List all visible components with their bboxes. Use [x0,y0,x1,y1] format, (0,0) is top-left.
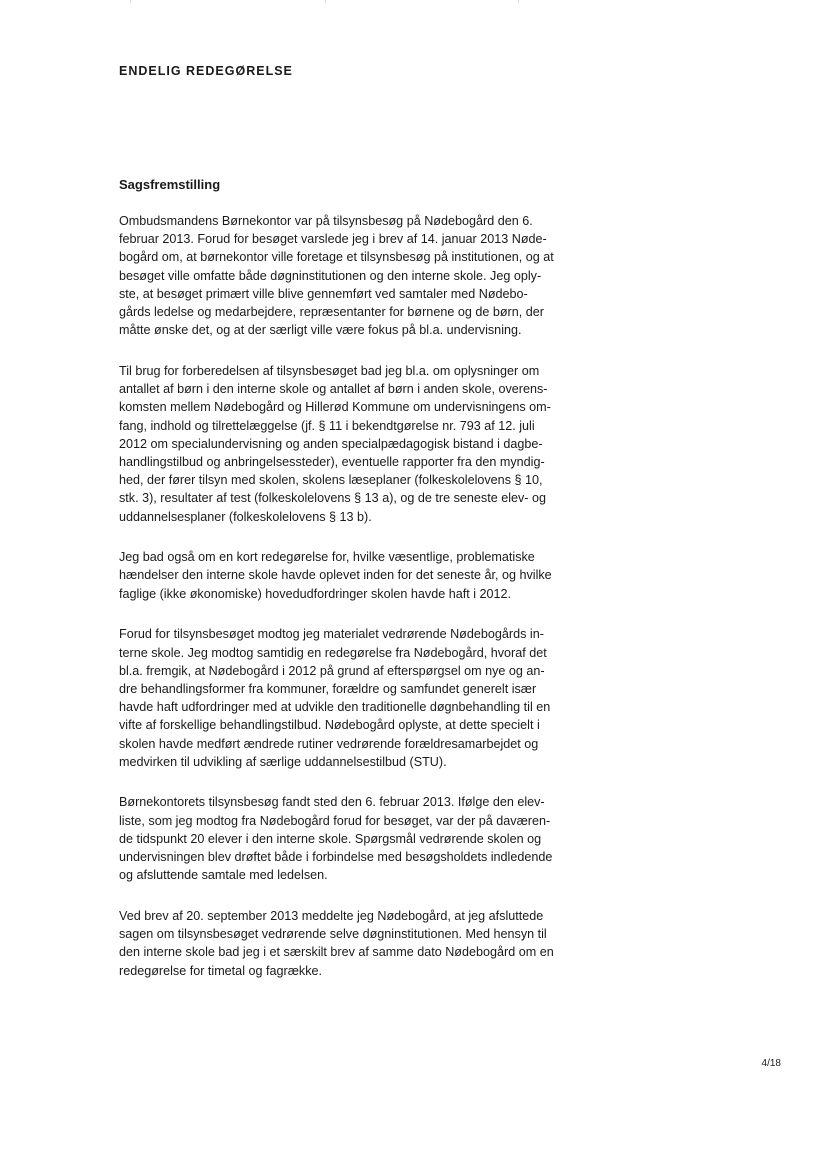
paragraph-line: redegørelse for timetal og fagrække. [119,963,322,978]
paragraph-line: Til brug for forberedelsen af tilsynsbesøget bad jeg bl.a. om oplysninger om [119,363,540,378]
paragraph-line: antallet af børn i den interne skole og antallet af børn i anden skole, overens- [119,382,548,397]
paragraph-line: den interne skole bad jeg i et særskilt brev af samme dato Nødebogård om en [119,945,554,960]
paragraph-line: sagen om tilsynsbesøget vedrørende selve døgninstitutionen. Med hensyn til [119,927,547,942]
document-header-title: ENDELIG REDEGØRELSE [119,64,293,78]
paragraph-line: dre behandlingsformer fra kommuner, forældre og samfundet generelt især [119,681,537,696]
paragraph-line: ste, at besøget primært ville blive gennemført ved samtaler med Nødebo- [119,286,528,301]
paragraph-line: skolen havde medført ændrede rutiner vedrørende forældresamarbejdet og [119,736,539,751]
paragraph-line: hændelser den interne skole havde oplevet inden for det seneste år, og hvilke [119,568,552,583]
paragraph-line: terne skole. Jeg modtog samtidig en redegørelse fra Nødebogård, hvoraf det [119,645,547,660]
body-paragraph [119,625,589,771]
paragraph-line: Jeg bad også om en kort redegørelse for, hvilke væsentlige, problematiske [119,550,535,565]
paragraph-line: hed, der fører tilsyn med skolen, skolens læseplaner (folkeskolelovens § 10, [119,473,543,488]
paragraph-line: handlingstilbud og anbringelsessteder), eventuelle rapporter fra den myndig- [119,454,545,469]
page-number: 4/18 [761,1058,781,1069]
paragraph-line: de tidspunkt 20 elever i den interne skole. Spørgsmål vedrørende skolen og [119,831,542,846]
paragraph-line: bogård om, at børnekontor ville foretage et tilsynsbesøg på institutionen, og at [119,250,554,265]
body-paragraph [119,212,589,339]
paragraph-line: medvirken til udvikling af særlige uddannelsestilbud (STU). [119,754,447,769]
paragraph-line: havde haft udfordringer med at udvikle den traditionelle døgnbehandling til en [119,700,551,715]
paragraph-line: besøget ville omfatte både døgninstitutionen og den interne skole. Jeg oply- [119,268,542,283]
paragraph-line: fang, indhold og tilrettelæggelse (jf. § 11 i bekendtgørelse nr. 793 af 12. juli [119,418,535,433]
body-paragraph [119,793,589,884]
paragraph-line: februar 2013. Forud for besøget varslede jeg i brev af 14. januar 2013 Nøde- [119,232,547,247]
paragraph-line: og afsluttende samtale med ledelsen. [119,868,328,883]
body-paragraph [119,548,589,603]
paragraph-line: Ombudsmandens Børnekontor var på tilsynsbesøg på Nødebogård den 6. [119,214,533,228]
paragraph-line: 2012 om specialundervisning og anden specialpædagogisk bistand i dagbe- [119,436,543,451]
paragraph-line: komsten mellem Nødebogård og Hillerød Kommune om undervisningens om- [119,400,551,415]
paragraph-line: stk. 3), resultater af test (folkeskolelovens § 13 a), og de tre seneste elev- og [119,491,547,506]
body-paragraph [119,907,589,980]
scan-artifact [325,0,326,3]
paragraph-line: Børnekontorets tilsynsbesøg fandt sted den 6. februar 2013. Ifølge den elev- [119,795,545,810]
section-title: Sagsfremstilling [119,177,221,192]
paragraph-line: vifte af forskellige behandlingstilbud. Nødebogård oplyste, at dette specielt i [119,718,540,733]
paragraph-line: måtte ønske det, og at der særligt ville være fokus på bl.a. undervisning. [119,323,522,338]
paragraph-line: Ved brev af 20. september 2013 meddelte jeg Nødebogård, at jeg afsluttede [119,909,544,923]
paragraph-line: gårds ledelse og medarbejdere, repræsentanter for børnene og de børn, der [119,305,544,320]
body-paragraph [119,362,589,526]
paragraph-line: uddannelsesplaner (folkeskolelovens § 13 b). [119,509,372,524]
paragraph-line: Forud for tilsynsbesøget modtog jeg materialet vedrørende Nødebogårds in- [119,627,544,642]
paragraph-line: bl.a. fremgik, at Nødebogård i 2012 på grund af efterspørgsel om nye og an- [119,663,545,678]
paragraph-line: liste, som jeg modtog fra Nødebogård forud for besøget, var der på daværen- [119,813,551,828]
paragraph-line: undervisningen blev drøftet både i forbindelse med besøgsholdets indledende [119,850,553,865]
paragraph-line: faglige (ikke økonomiske) hovedudfordringer skolen havde haft i 2012. [119,586,512,601]
document-body [119,212,589,1002]
scan-artifact [518,0,519,3]
scan-artifact [130,0,131,3]
